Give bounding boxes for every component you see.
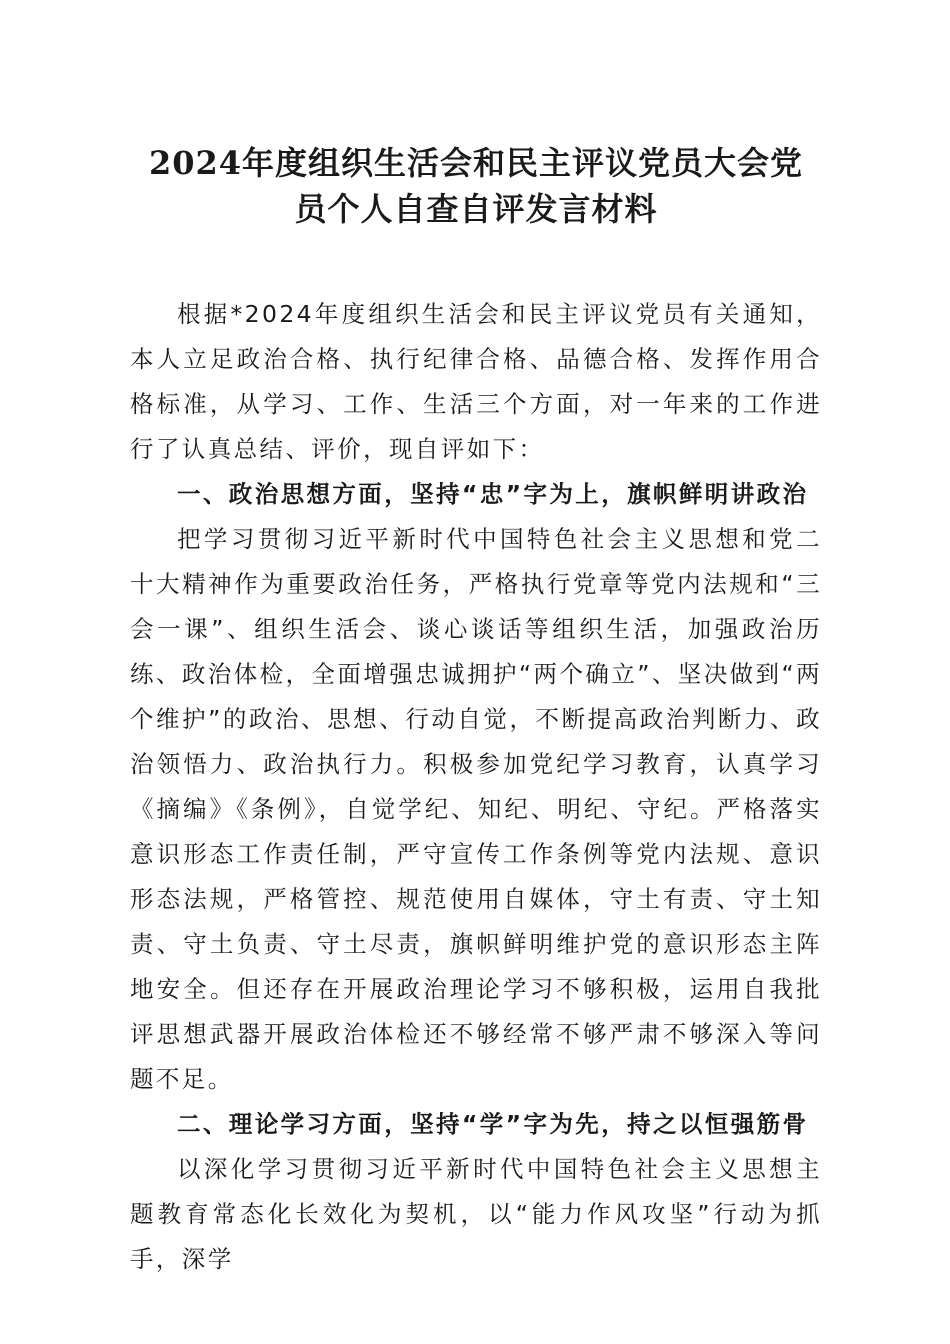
intro-paragraph: 根据*2024年度组织生活会和民主评议党员有关通知，本人立足政治合格、执行纪律合格、品德合格、发挥作用合格标准，从学习、工作、生活三个方面，对一年来的工作进行了认真总结、评价，现自评如下： [130, 300, 822, 463]
document-body [130, 292, 822, 1282]
section-2-paragraph: 以深化学习贯彻习近平新时代中国特色社会主义思想主题教育常态化长效化为契机，以“能力作风攻坚”行动为抓手，深学 [130, 1155, 822, 1273]
document-title [130, 140, 822, 232]
title-line-2: 员个人自查自评发言材料 [294, 190, 658, 228]
section-1-heading: 一、政治思想方面，坚持“忠”字为上，旗帜鲜明讲政治 [177, 480, 809, 508]
section-2-heading: 二、理论学习方面，坚持“学”字为先，持之以恒强筋骨 [177, 1110, 809, 1138]
section-1-paragraph: 把学习贯彻习近平新时代中国特色社会主义思想和党二十大精神作为重要政治任务，严格执行党章等党内法规和“三会一课”、组织生活会、谈心谈话等组织生活，加强政治历练、政治体检，全面增强忠诚拥护“两个确立”、坚决做到“两个维护”的政治、思想、行动自觉，不断提高政治判断力、政治领悟力、政治执行力。积极参加党纪学习教育，认真学习《摘编》《条例》，自觉学纪、知纪、明纪、守纪。严格落实意识形态工作责任制，严守宣传工作条例等党内法规、意识形态法规，严格管控、规范使用自媒体，守土有责、守土知责、守土负责、守土尽责，旗帜鲜明维护党的意识形态主阵地安全。但还存在开展政治理论学习不够积极，运用自我批评思想武器开展政治体检还不够经常不够严肃不够深入等问题不足。 [130, 525, 822, 1093]
document-page [130, 140, 822, 1282]
title-line-1: 2024年度组织生活会和民主评议党员大会党 [148, 144, 804, 182]
